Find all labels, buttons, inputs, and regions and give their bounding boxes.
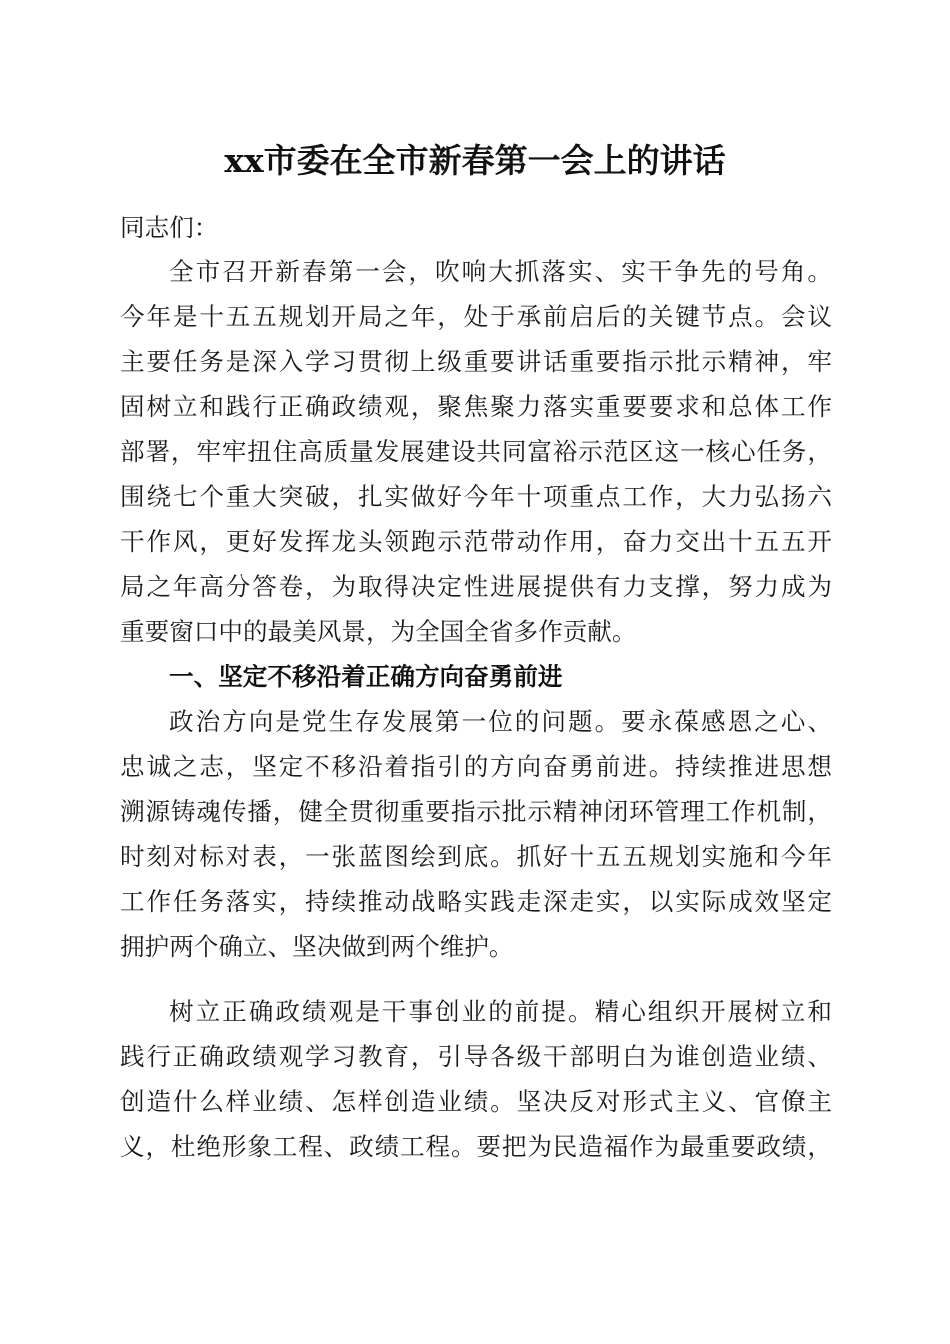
paragraph-line: 义，杜绝形象工程、政绩工程。要把为民造福作为最重要政绩， xyxy=(120,1132,832,1161)
paragraph-line: 践行正确政绩观学习教育，引导各级干部明白为谁创造业绩、 xyxy=(120,1042,832,1071)
document-title: xx市委在全市新春第一会上的讲话 xyxy=(224,141,726,180)
paragraph-line: 拥护两个确立、坚决做到两个维护。 xyxy=(120,932,514,961)
paragraph-line: 局之年高分答卷，为取得决定性进展提供有力支撑，努力成为 xyxy=(120,572,832,601)
paragraph-line: 时刻对标对表，一张蓝图绘到底。抓好十五五规划实施和今年 xyxy=(120,842,832,871)
paragraph-line: 工作任务落实，持续推动战略实践走深走实，以实际成效坚定 xyxy=(120,887,832,916)
paragraph-line: 固树立和践行正确政绩观，聚焦聚力落实重要要求和总体工作 xyxy=(120,392,832,421)
paragraph-line: 主要任务是深入学习贯彻上级重要讲话重要指示批示精神，牢 xyxy=(120,347,832,376)
paragraph-line: 溯源铸魂传播，健全贯彻重要指示批示精神闭环管理工作机制， xyxy=(120,797,832,826)
paragraph-line: 今年是十五五规划开局之年，处于承前启后的关键节点。会议 xyxy=(120,302,832,331)
salutation: 同志们： xyxy=(120,213,219,242)
paragraph-line: 创造什么样业绩、怎样创造业绩。坚决反对形式主义、官僚主 xyxy=(120,1087,832,1116)
paragraph-line: 部署，牢牢扭住高质量发展建设共同富裕示范区这一核心任务， xyxy=(120,437,832,466)
paragraph-line: 重要窗口中的最美风景，为全国全省多作贡献。 xyxy=(120,617,637,646)
paragraph-line: 围绕七个重大突破，扎实做好今年十项重点工作，大力弘扬六 xyxy=(120,482,832,511)
paragraph-line: 树立正确政绩观是干事创业的前提。精心组织开展树立和 xyxy=(169,997,832,1026)
paragraph-line: 政治方向是党生存发展第一位的问题。要永葆感恩之心、 xyxy=(169,707,832,736)
paragraph-line: 干作风，更好发挥龙头领跑示范带动作用，奋力交出十五五开 xyxy=(120,527,832,556)
section-heading: 一、坚定不移沿着正确方向奋勇前进 xyxy=(169,662,563,691)
paragraph-line: 全市召开新春第一会，吹响大抓落实、实干争先的号角。 xyxy=(169,257,832,286)
paragraph-line: 忠诚之志，坚定不移沿着指引的方向奋勇前进。持续推进思想 xyxy=(120,752,832,781)
